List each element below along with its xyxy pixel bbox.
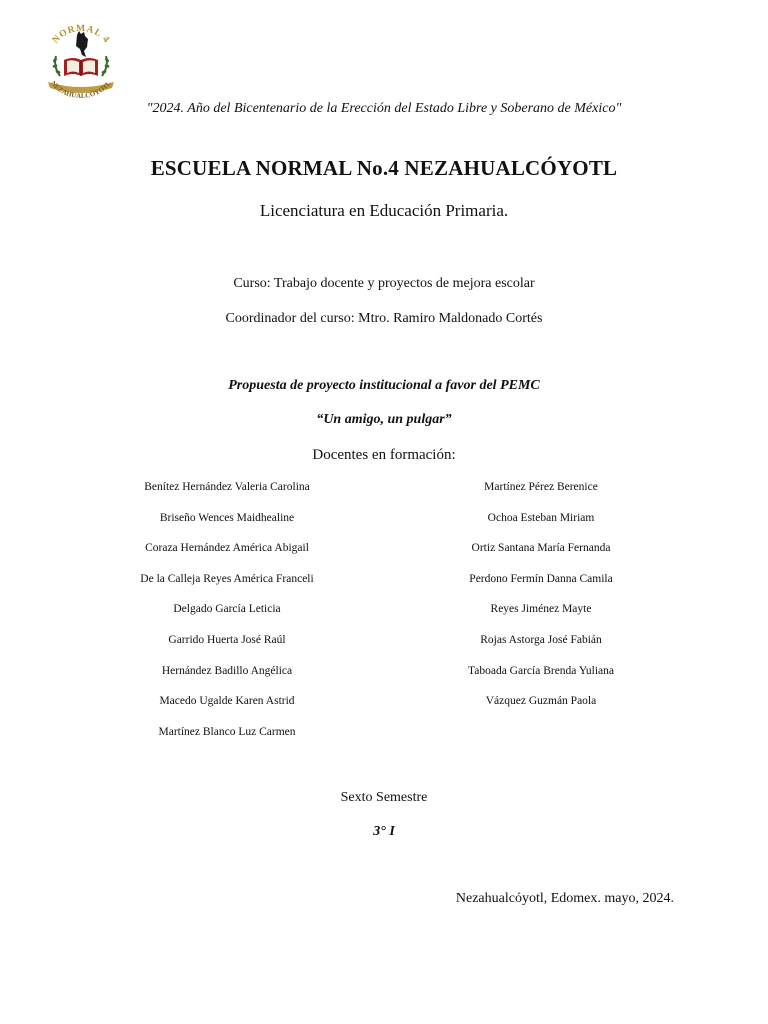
school-name: ESCUELA NORMAL No.4 NEZAHUALCÓYOTL [150, 156, 618, 180]
course-coordinator: Coordinador del curso: Mtro. Ramiro Maldonado Cortés [225, 311, 543, 326]
student-name: Garrido Huerta José Raúl [168, 633, 286, 646]
motto-line: "2024. Año del Bicentenario de la Erección del Estado Libre y Soberano de México" [146, 101, 622, 116]
student-name: Perdono Fermín Danna Camila [469, 572, 613, 585]
degree-program: Licenciatura en Educación Primaria. [259, 201, 509, 220]
student-name: Martínez Pérez Berenice [484, 481, 598, 493]
proposal-heading: Propuesta de proyecto institucional a favor del PEMC [228, 378, 540, 393]
project-title: “Un amigo, un pulgar” [316, 412, 452, 427]
logo-top-text: NORMAL 4 [50, 23, 112, 46]
student-name: Reyes Jiménez Mayte [490, 603, 592, 616]
semester: Sexto Semestre [340, 790, 428, 805]
students-list-left [112, 479, 342, 754]
student-name: Rojas Astorga José Fabián [480, 633, 602, 646]
student-name: Hernández Badillo Angélica [161, 664, 293, 677]
student-name: Taboada García Brenda Yuliana [468, 664, 614, 677]
student-name: Martínez Blanco Luz Carmen [158, 725, 296, 738]
student-name: Ochoa Esteban Miriam [487, 511, 595, 524]
student-name: Vázquez Guzmán Paola [485, 695, 597, 708]
student-name: Ortiz Santana María Fernanda [471, 542, 611, 555]
student-name: De la Calleja Reyes América Franceli [140, 572, 314, 585]
student-name: Coraza Hernández América Abigail [145, 542, 309, 555]
students-list-right [426, 479, 656, 724]
school-logo [40, 22, 122, 98]
student-name: Briseño Wences Maidhealine [159, 511, 295, 524]
place-date: Nezahualcóyotl, Edomex. mayo, 2024. [455, 891, 674, 906]
logo-bottom-text: NEZAHUALCÓYOTL [49, 79, 113, 98]
group: 3° I [373, 824, 395, 839]
student-name: Benítez Hernández Valeria Carolina [144, 481, 310, 493]
students-label: Docentes en formación: [312, 447, 456, 463]
course-name: Curso: Trabajo docente y proyectos de mejora escolar [233, 276, 535, 291]
student-name: Macedo Ugalde Karen Astrid [159, 695, 295, 708]
student-name: Delgado García Leticia [173, 603, 281, 616]
